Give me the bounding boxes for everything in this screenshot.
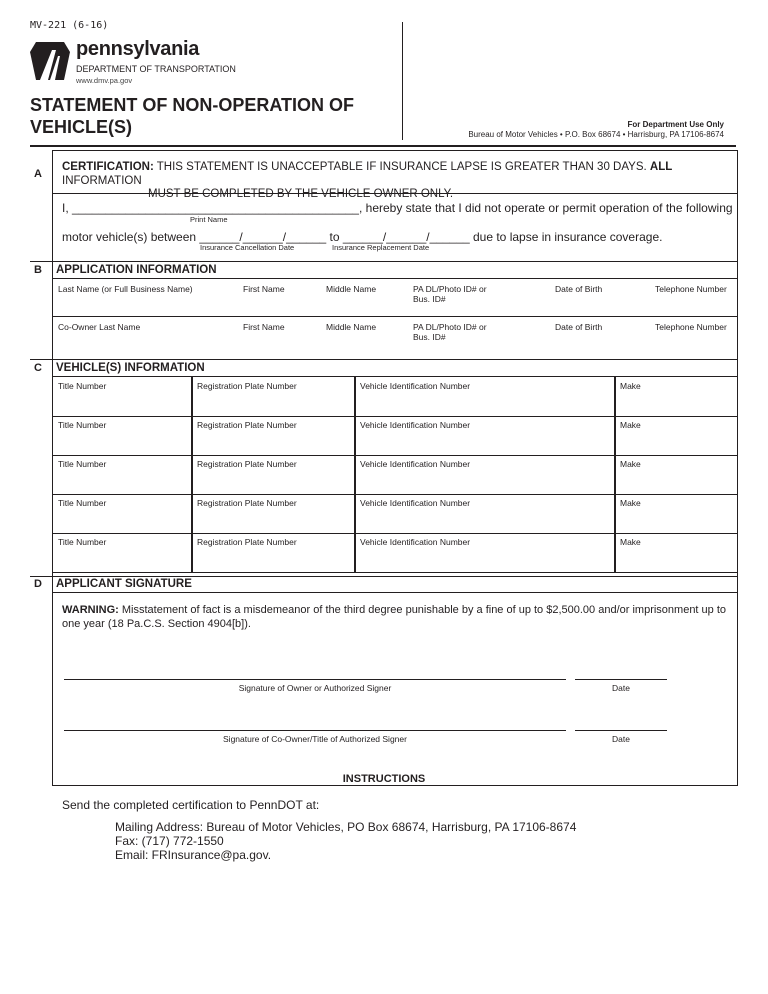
- plate-number-label: Registration Plate Number: [197, 381, 297, 391]
- vehicle-row-divider: [52, 494, 737, 495]
- replacement-date-label: Insurance Replacement Date: [332, 243, 430, 252]
- coowner-date-line[interactable]: [575, 730, 667, 731]
- vehicle-column-divider: [191, 455, 193, 494]
- vehicle-column-divider: [614, 455, 616, 494]
- section-c-letter: C: [34, 362, 42, 374]
- section-d-letter: D: [34, 578, 42, 590]
- make-label: Make: [620, 537, 641, 547]
- section-c-rule: [30, 359, 737, 360]
- vin-label: Vehicle Identification Number: [360, 381, 471, 391]
- coowner-phone-label: Telephone Number: [655, 322, 727, 332]
- form-bottom-border: [52, 785, 737, 786]
- plate-number-label: Registration Plate Number: [197, 498, 297, 508]
- vin-label: Vehicle Identification Number: [360, 459, 471, 469]
- vehicle-column-divider: [191, 377, 193, 416]
- instructions-send: Send the completed certification to PennDOT at:: [62, 798, 320, 812]
- section-d-rule: [30, 576, 737, 577]
- vehicle-column-divider: [354, 494, 356, 533]
- brand-url: www.dmv.pa.gov: [76, 76, 133, 85]
- instructions-contact: [115, 820, 576, 862]
- owner-name-field[interactable]: I, ___________________________________________, hereby state that I did not operate or permit operation of the following: [62, 201, 733, 215]
- plate-number-label: Registration Plate Number: [197, 459, 297, 469]
- brand-department: DEPARTMENT OF TRANSPORTATION: [76, 64, 236, 74]
- header-divider: [402, 22, 403, 140]
- coowner-last-name-label: Co-Owner Last Name: [58, 322, 141, 332]
- vehicle-column-divider: [614, 377, 616, 416]
- vehicle-column-divider: [191, 494, 193, 533]
- certification-divider: [52, 193, 737, 194]
- bureau-address: Bureau of Motor Vehicles • P.O. Box 68674 • Harrisburg, PA 17106-8674: [468, 130, 724, 139]
- coowner-dob-label: Date of Birth: [555, 322, 603, 332]
- email-address: Email: FRInsurance@pa.gov.: [115, 848, 272, 862]
- section-b-header-border: [52, 278, 737, 279]
- form-number: MV-221 (6-16): [30, 20, 109, 31]
- owner-dob-label: Date of Birth: [555, 284, 603, 294]
- coowner-signature-line[interactable]: [64, 730, 566, 731]
- cancellation-date-label: Insurance Cancellation Date: [200, 243, 295, 252]
- page-title: [30, 94, 390, 138]
- coowner-first-name-label: First Name: [243, 322, 285, 332]
- vin-label: Vehicle Identification Number: [360, 537, 471, 547]
- vehicle-column-divider: [354, 416, 356, 455]
- department-use-label: For Department Use Only: [627, 120, 724, 129]
- section-d-title: APPLICANT SIGNATURE: [56, 578, 192, 590]
- warning-text: WARNING: Misstatement of fact is a misdemeanor of the third degree punishable by a fine of up to $2,500.00 and/or imprisonment up to one year (18 Pa.C.S. Section 4904[b]).: [62, 604, 727, 630]
- vin-label: Vehicle Identification Number: [360, 498, 471, 508]
- make-label: Make: [620, 459, 641, 469]
- vehicle-column-divider: [614, 416, 616, 455]
- plate-number-label: Registration Plate Number: [197, 537, 297, 547]
- form-right-border: [737, 150, 738, 786]
- section-c-title: VEHICLE(S) INFORMATION: [56, 362, 205, 374]
- section-d-header-border: [52, 592, 737, 593]
- section-a-letter: A: [34, 168, 42, 180]
- certification-text: CERTIFICATION: THIS STATEMENT IS UNACCEPTABLE IF INSURANCE LAPSE IS GREATER THAN 30 DAYS. ALL INFORMATION MUST BE COMPLETED BY THE VEHICLE OWNER ONLY.: [62, 161, 673, 200]
- instructions-heading: INSTRUCTIONS: [342, 773, 426, 785]
- vehicle-row-divider: [52, 572, 737, 573]
- vehicle-column-divider: [354, 455, 356, 494]
- fax-number: Fax: (717) 772-1550: [115, 834, 224, 848]
- vehicle-column-divider: [191, 416, 193, 455]
- vehicle-row-divider: [52, 533, 737, 534]
- brand-name: pennsylvania: [76, 38, 200, 60]
- owner-id-label: PA DL/Photo ID# or Bus. ID#: [413, 284, 487, 304]
- section-b-letter: B: [34, 264, 42, 276]
- title-line-1: STATEMENT OF NON-OPERATION OF: [30, 95, 354, 115]
- vehicle-column-divider: [354, 533, 356, 572]
- title-number-label: Title Number: [58, 381, 107, 391]
- title-number-label: Title Number: [58, 498, 107, 508]
- form-left-border: [52, 150, 53, 786]
- title-number-label: Title Number: [58, 420, 107, 430]
- coowner-signature-label: Signature of Co-Owner/Title of Authorized Signer: [223, 734, 407, 744]
- vehicle-column-divider: [191, 533, 193, 572]
- owner-row-divider: [52, 316, 737, 317]
- mailing-address: Mailing Address: Bureau of Motor Vehicles, PO Box 68674, Harrisburg, PA 17106-8674: [115, 820, 577, 834]
- title-line-2: VEHICLE(S): [30, 117, 133, 137]
- coowner-date-label: Date: [612, 734, 630, 744]
- coowner-middle-name-label: Middle Name: [326, 322, 377, 332]
- plate-number-label: Registration Plate Number: [197, 420, 297, 430]
- make-label: Make: [620, 420, 641, 430]
- section-c-header-border: [52, 376, 737, 377]
- make-label: Make: [620, 498, 641, 508]
- pa-keystone-road-logo: [30, 42, 70, 80]
- coowner-id-label: PA DL/Photo ID# or Bus. ID#: [413, 322, 487, 342]
- section-b-title: APPLICATION INFORMATION: [56, 264, 217, 276]
- warning-label: WARNING:: [62, 604, 119, 616]
- title-number-label: Title Number: [58, 459, 107, 469]
- header-rule: [30, 145, 736, 147]
- section-a-top-border: [52, 150, 737, 151]
- print-name-label: Print Name: [190, 215, 228, 224]
- owner-signature-line[interactable]: [64, 679, 566, 680]
- insurance-dates-field[interactable]: motor vehicle(s) between ______/______/______ to ______/______/______ due to lapse in insurance coverage.: [62, 230, 663, 244]
- make-label: Make: [620, 381, 641, 391]
- vehicle-row-divider: [52, 455, 737, 456]
- owner-date-label: Date: [612, 683, 630, 693]
- vehicle-row-divider: [52, 416, 737, 417]
- owner-date-line[interactable]: [575, 679, 667, 680]
- owner-last-name-label: Last Name (or Full Business Name): [58, 284, 193, 294]
- owner-first-name-label: First Name: [243, 284, 285, 294]
- vin-label: Vehicle Identification Number: [360, 420, 471, 430]
- vehicle-column-divider: [614, 533, 616, 572]
- certification-label: CERTIFICATION:: [62, 161, 154, 173]
- section-b-rule: [30, 261, 737, 262]
- vehicle-column-divider: [354, 377, 356, 416]
- owner-signature-label: Signature of Owner or Authorized Signer: [238, 683, 392, 693]
- owner-phone-label: Telephone Number: [655, 284, 727, 294]
- title-number-label: Title Number: [58, 537, 107, 547]
- owner-middle-name-label: Middle Name: [326, 284, 377, 294]
- vehicle-column-divider: [614, 494, 616, 533]
